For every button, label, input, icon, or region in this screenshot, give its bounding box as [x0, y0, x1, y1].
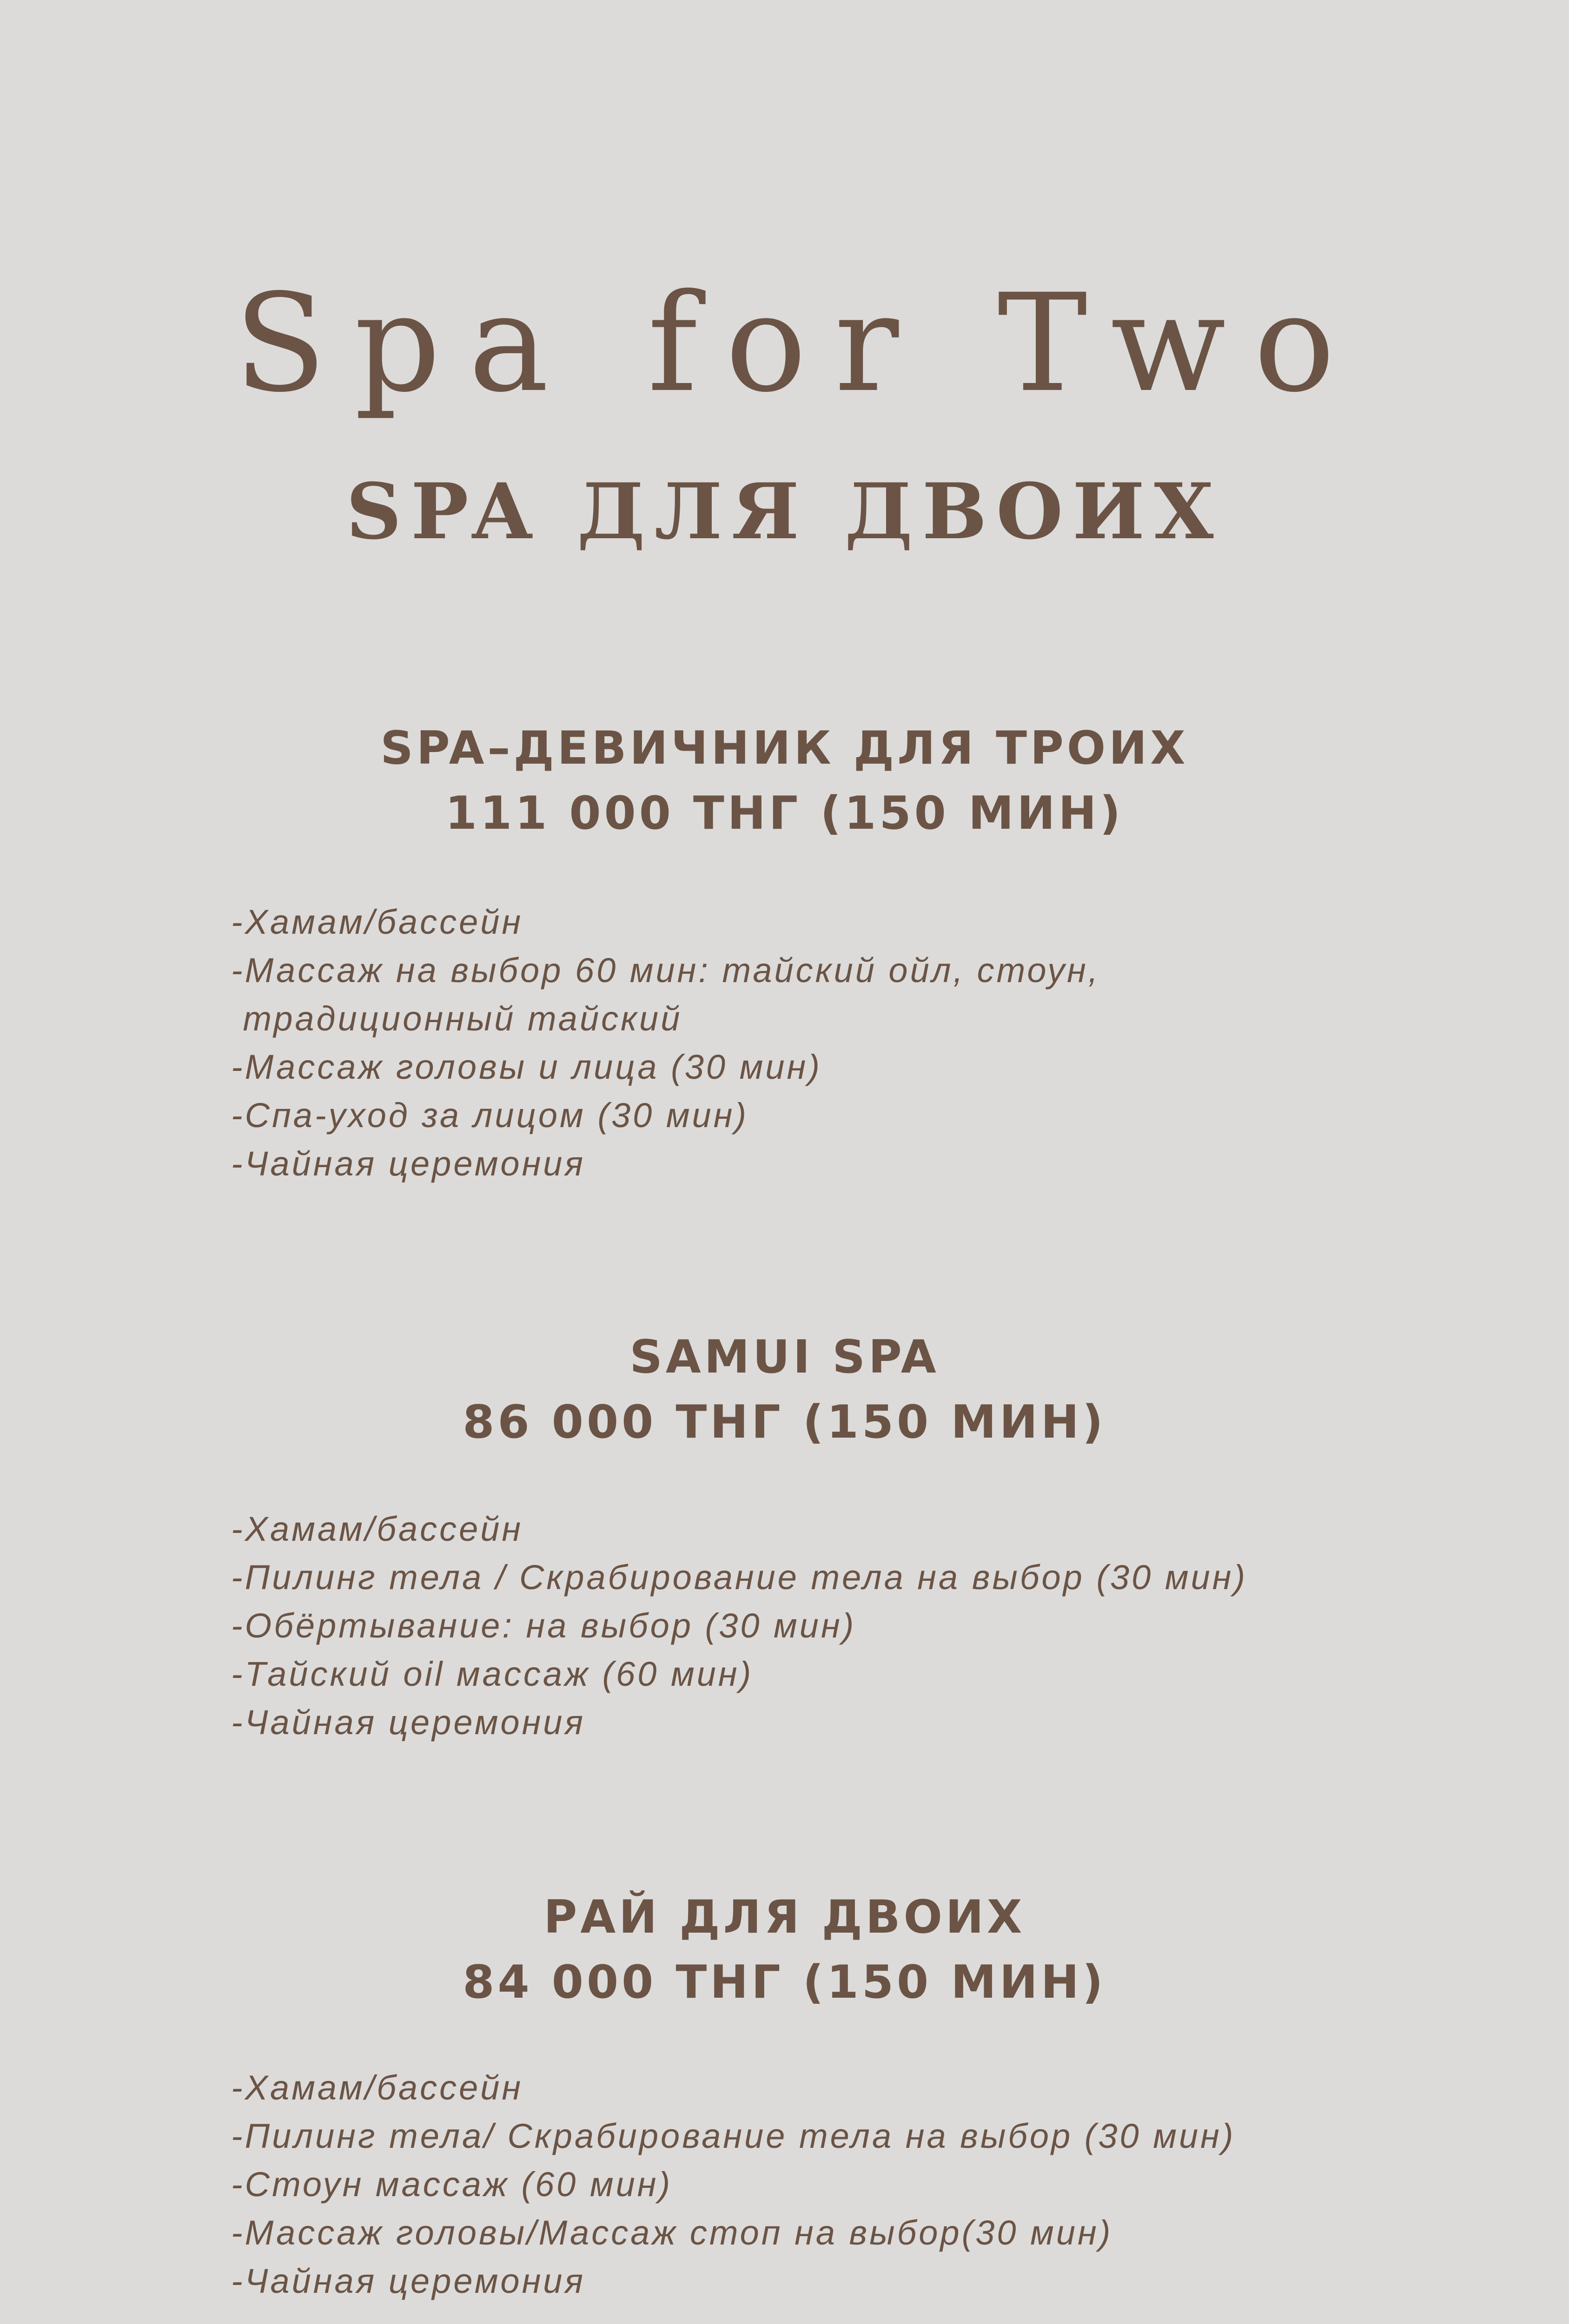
list-item: -Обёртывание: на выбор (30 мин): [231, 1606, 856, 1645]
list-item: -Пилинг тела/ Скрабирование тела на выбор (30 мин): [231, 2117, 1236, 2155]
package-items-list: [231, 2064, 1440, 2305]
list-item: -Чайная церемония: [231, 1703, 585, 1742]
package-price: 111 000 ТНГ (150 МИН): [445, 787, 1124, 840]
list-item: -Чайная церемония: [231, 2262, 585, 2300]
list-item: -Массаж на выбор 60 мин: тайский ойл, стоун,: [231, 951, 1100, 990]
list-item: традиционный тайский: [231, 999, 682, 1038]
package-name: РАЙ ДЛЯ ДВОИХ: [543, 1891, 1026, 1944]
list-item: -Тайский oil массаж (60 мин): [231, 1655, 754, 1693]
list-item: -Массаж головы/Массаж стоп на выбор(30 мин): [231, 2213, 1113, 2252]
package-heading: [0, 1325, 1569, 1455]
list-item: -Хамам/бассейн: [231, 903, 523, 941]
list-item: -Хамам/бассейн: [231, 1510, 523, 1548]
page-subtitle: SPA ДЛЯ ДВОИХ: [346, 466, 1223, 556]
package-name: SAMUI SPA: [629, 1331, 940, 1384]
list-item: -Хамам/бассейн: [231, 2068, 523, 2107]
list-item: -Пилинг тела / Скрабирование тела на выбор (30 мин): [231, 1558, 1248, 1597]
package-items-list: [231, 1505, 1440, 1747]
list-item: -Стоун массаж (60 мин): [231, 2165, 673, 2204]
package-price: 84 000 ТНГ (150 МИН): [463, 1956, 1106, 2009]
list-item: -Массаж головы и лица (30 мин): [231, 1048, 822, 1086]
page-title: Spa for Two: [234, 265, 1363, 422]
package-items-list: [231, 898, 1440, 1188]
package-heading: [0, 716, 1569, 846]
package-price: 86 000 ТНГ (150 МИН): [463, 1396, 1106, 1449]
list-item: -Чайная церемония: [231, 1144, 585, 1183]
package-heading: [0, 1885, 1569, 2015]
package-name: SPA–ДЕВИЧНИК ДЛЯ ТРОИХ: [380, 722, 1189, 775]
list-item: -Спа-уход за лицом (30 мин): [231, 1096, 749, 1135]
